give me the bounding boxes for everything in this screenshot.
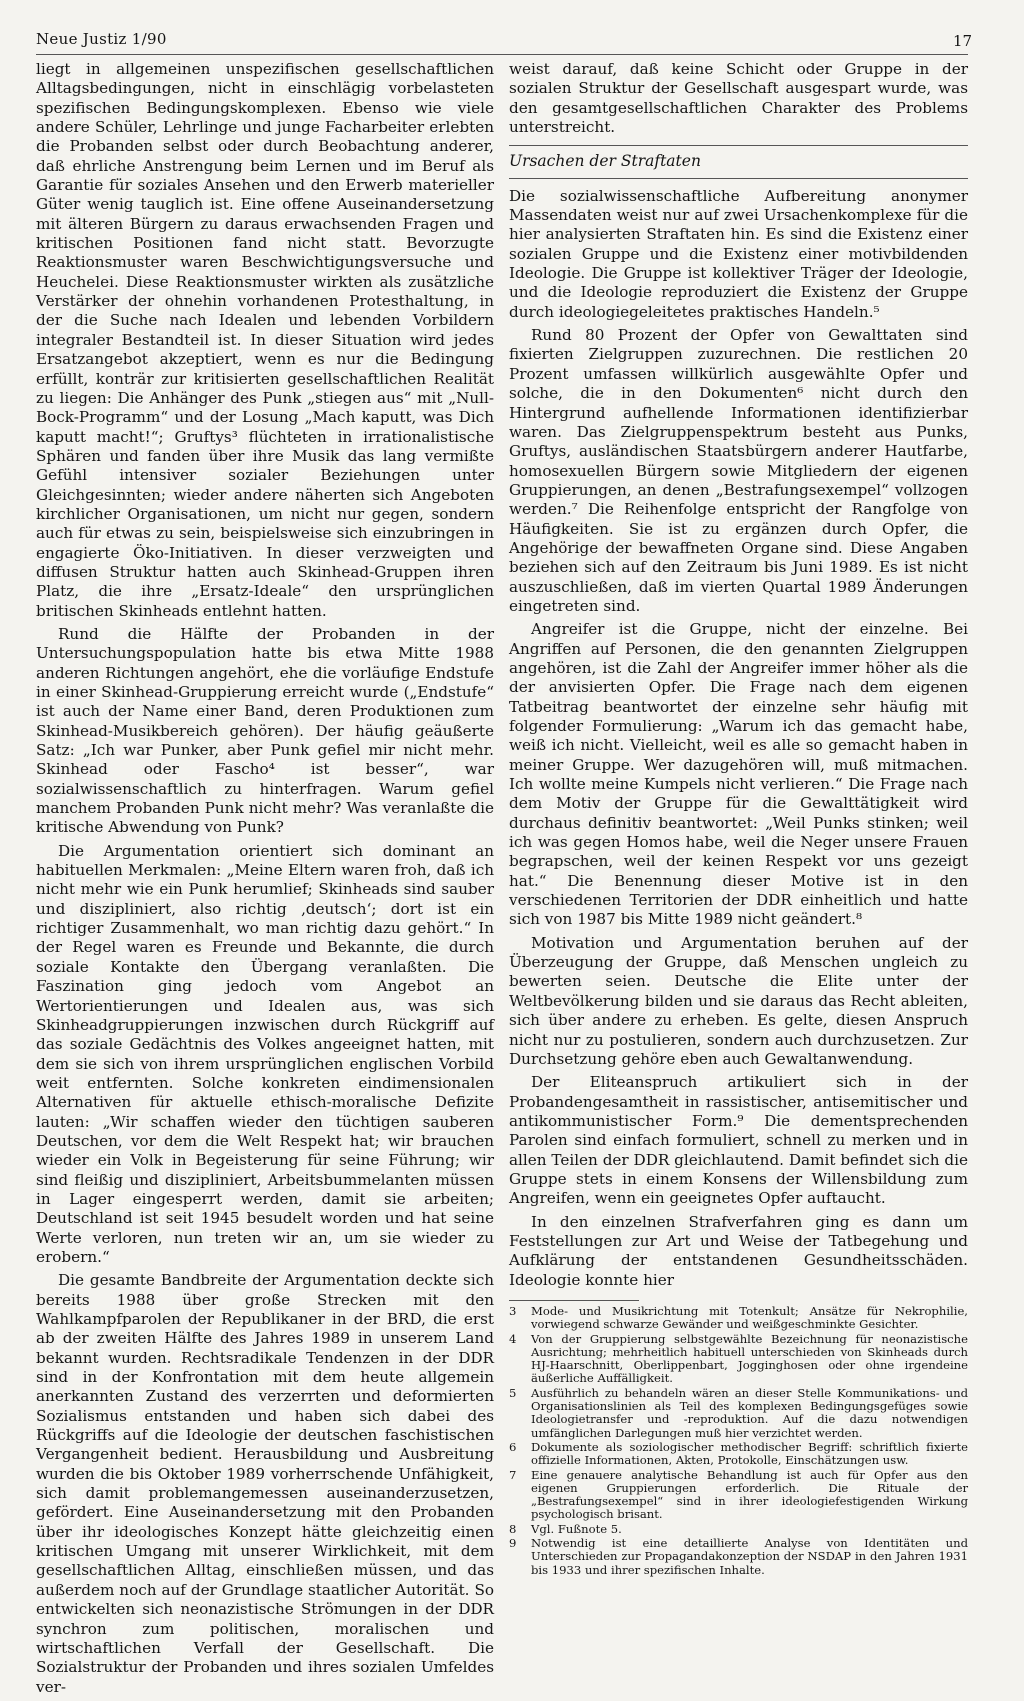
footnote-text: Notwendig ist eine detaillierte Analyse von Identitäten und Unterschieden zur Propagandakonzeption der NSDAP in den Jahren 1931 bis 1933 und ihrer spezifischen Inhalte.	[531, 1536, 968, 1577]
body-paragraph: Rund 80 Prozent der Opfer von Gewalttaten sind fixierten Zielgruppen zuzurechnen. Die restlichen 20 Prozent umfassen willkürlich ausgewählte Opfer und solche, die in den Dokumenten⁶ nicht durch den Hintergrund aufhellende Informationen identifizierbar waren. Das Zielgruppenspektrum besteht aus Punks, Gruftys, ausländischen Staatsbürgern anderer Hautfarbe, homosexuellen Bürgern sowie Mitgliedern der eigenen Gruppierungen, an denen „Bestrafungsexempel“ vollzogen werden.⁷ Die Reihenfolge entspricht der Rangfolge von Häufigkeiten. Sie ist zu ergänzen durch Opfer, die Angehörige der bewaffneten Organe sind. Diese Angaben beziehen sich auf den Zeitraum bis Juni 1989. Es ist nicht auszuschließen, daß im vierten Quartal 1989 Änderungen eingetreten sind.	[509, 326, 968, 615]
footnote-number: 3	[509, 1303, 517, 1318]
footnote-text: Mode- und Musikrichtung mit Totenkult; Ansätze für Nekrophilie, vorwiegend schwarze Gewänder und weißgeschminkte Gesichter.	[531, 1303, 968, 1332]
body-paragraph: Motivation und Argumentation beruhen auf der Überzeugung der Gruppe, daß Menschen ungleich zu bewerten seien. Deutsche die Elite unter der Weltbevölkerung bilden und sie daraus das Recht ableiten, sich über andere zu erheben. Es gelte, diesen Anspruch nicht nur zu postulieren, sondern auch durchzusetzen. Zur Durchsetzung gehöre eben auch Gewaltanwendung.	[509, 933, 968, 1068]
body-paragraph: Rund die Hälfte der Probanden in der Untersuchungspopulation hatte bis etwa Mitte 1988 anderen Richtungen angehört, ehe die vorläufige Endstufe in einer Skinhead-Gruppierung erreicht wurde („Endstufe“ ist auch der Name einer Band, deren Produktionen zum Skinhead-Musikbereich gehören). Der häufig geäußerte Satz: „Ich war Punker, aber Punk gefiel mir nicht mehr. Skinhead oder Fascho⁴ ist besser“, war sozialwissenschaftlich zu hinterfragen. Warum gefiel manchem Probanden Punk nicht mehr? Was veranlaßte die kritische Abwendung von Punk?	[36, 624, 494, 837]
page-number: 17	[953, 32, 973, 50]
footnote-number: 4	[509, 1331, 517, 1346]
footnote	[509, 1387, 968, 1440]
footnotes	[509, 1305, 968, 1577]
footnote-text: Eine genauere analytische Behandlung ist auch für Opfer aus den eigenen Gruppierungen erforderlich. Die Rituale der „Bestrafungsexempel“ sind in ihrer ideologiefestigenden Wirkung psychologisch brisant.	[531, 1467, 968, 1522]
footnote-text: Von der Gruppierung selbstgewählte Bezeichnung für neonazistische Ausrichtung; mehrheitlich habituell unterschieden von Skinheads durch HJ-Haarschnitt, Oberlippenbart, Jogginghosen oder ohne irgendeine äußerliche Auffälligkeit.	[531, 1331, 968, 1386]
footnote	[509, 1333, 968, 1386]
footnote-number: 6	[509, 1439, 517, 1454]
footnote-text: Vgl. Fußnote 5.	[531, 1521, 622, 1536]
body-paragraph: Angreifer ist die Gruppe, nicht der einzelne. Bei Angriffen auf Personen, die den genannten Zielgruppen angehören, ist die Zahl der Angreifer immer höher als die der anvisierten Opfer. Die Frage nach dem eigenen Tatbeitrag beantwortet der einzelne sehr häufig mit folgender Formulierung: „Warum ich das gemacht habe, weiß ich nicht. Vielleicht, weil es alle so gemacht haben in meiner Gruppe. Wer dazugehören will, muß mitmachen. Ich wollte meine Kumpels nicht verlieren.“ Die Frage nach dem Motiv der Gruppe für die Gewalttätigkeit wird durchaus definitiv beantwortet: „Weil Punks stinken; weil ich was gegen Homos habe, weil die Neger unsere Frauen begrapschen, weil der keinen Respekt vor uns gezeigt hat.“ Die Benennung dieser Motive ist in den verschiedenen Territorien der DDR einheitlich und hatte sich von 1987 bis Mitte 1989 nicht geändert.⁸	[509, 620, 968, 929]
footnote	[509, 1469, 968, 1522]
body-paragraph: weist darauf, daß keine Schicht oder Gruppe in der sozialen Struktur der Gesellschaft ausgespart wurde, was den gesamtgesellschaftlichen Charakter des Problems unterstreicht.	[509, 60, 968, 137]
body-paragraph: liegt in allgemeinen unspezifischen gesellschaftlichen Alltagsbedingungen, nicht in einschlägig vorbelasteten spezifischen Bedingungskomplexen. Ebenso wie viele andere Schüler, Lehrlinge und junge Facharbeiter erlebten die Probanden selbst oder durch Beobachtung anderer, daß ehrliche Anstrengung beim Lernen und im Beruf als Garantie für soziales Ansehen und den Erwerb materieller Güter wenig tauglich ist. Eine offene Auseinandersetzung mit älteren Bürgern zu daraus erwachsenden Fragen und kritischen Positionen fand nicht statt. Bevorzugte Reaktionsmuster waren Beschwichtigungsversuche und Heuchelei. Diese Reaktionsmuster wirkten als zusätzliche Verstärker der ohnehin vorhandenen Protesthaltung, in der die Suche nach Idealen und lebenden Vorbildern integraler Bestandteil ist. In dieser Situation wird jedes Ersatzangebot akzeptiert, wenn es nur die Bedingung erfüllt, konträr zur kritisierten gesellschaftlichen Realität zu liegen: Die Anhänger des Punk „stiegen aus“ mit „Null-Bock-Programm“ und der Losung „Mach kaputt, was Dich kaputt macht!“; Gruftys³ flüchteten in irrationalistische Sphären und fanden über ihre Musik das lang vermißte Gefühl intensiver sozialer Beziehungen unter Gleichgesinnten; wieder andere näherten sich Angeboten kirchlicher Organisationen, um nicht nur gegen, sondern auch für etwas zu sein, beispielsweise sich einzubringen in engagierte Öko-Initiativen. In dieser verzweigten und diffusen Struktur hatten auch Skinhead-Gruppen ihren Platz, die ihre „Ersatz-Ideale“ den ursprünglichen britischen Skinheads entlehnt hatten.	[36, 60, 494, 620]
body-paragraph: Die gesamte Bandbreite der Argumentation deckte sich bereits 1988 über große Strecken mit den Wahlkampfparolen der Republikaner in der BRD, die erst ab der zweiten Hälfte des Jahres 1989 in unserem Land bekannt wurden. Rechtsradikale Tendenzen in der DDR sind in der Konfrontation mit dem heute allgemein anerkannten Zustand des verzerrten und deformierten Sozialismus entstanden und haben sich dabei des Rückgriffs auf die Ideologie der deutschen faschistischen Vergangenheit bedient. Herausbildung und Ausbreitung wurden die bis Oktober 1989 vorherrschende Unfähigkeit, sich damit problemangemessen auseinanderzusetzen, gefördert. Eine Auseinandersetzung mit den Probanden über ihr ideologisches Konzept hätte gleichzeitig einen kritischen Umgang mit unserer Wirklichkeit, mit dem gesellschaftlichen Alltag, einschließen müssen, und das außerdem noch auf der Grundlage staatlicher Autorität. So entwickelten sich neonazistische Strömungen in der DDR synchron zum politischen, moralischen und wirtschaftlichen Verfall der Gesellschaft. Die Sozialstruktur der Probanden und ihres sozialen Umfeldes ver-	[36, 1271, 494, 1696]
body-paragraph: Der Eliteanspruch artikuliert sich in der Probandengesamtheit in rassistischer, antisemitischer und antikommunistischer Form.⁹ Die dementsprechenden Parolen sind einfach formuliert, schnell zu merken und in allen Teilen der DDR gleichlautend. Damit befindet sich die Gruppe stets in einem Konsens der Willensbildung zum Angreifen, wenn ein geeignetes Opfer auftaucht.	[509, 1073, 968, 1208]
footnote-text: Ausführlich zu behandeln wären an dieser Stelle Kommunikations- und Organisationslinien als Teil des komplexen Bedingungsgefüges sowie Ideologietransfer und -reproduktion. Auf die dazu notwendigen umfänglichen Darlegungen muß hier verzichtet werden.	[531, 1385, 968, 1440]
header-divider	[36, 54, 968, 55]
footnote	[509, 1305, 968, 1332]
body-paragraph: Die Argumentation orientiert sich dominant an habituellen Merkmalen: „Meine Eltern waren froh, daß ich nicht mehr wie ein Punk herumlief; Skinheads sind sauber und diszipliniert, also richtig ‚deutsch‘; dort ist ein richtiger Zusammenhalt, wo man richtig dazu gehört.“ In der Regel waren es Freunde und Bekannte, die durch soziale Kontakte den Übergang veranlaßten. Die Faszination ging jedoch vom Angebot an Wertorientierungen und Idealen aus, was sich Skinheadgruppierungen inzwischen durch Rückgriff auf das soziale Gedächtnis des Volkes angeeignet hatten, mit dem sie sich von ihrem ursprünglichen englischen Vorbild weit entfernten. Solche konkreten eindimensionalen Alternativen für aktuelle ethisch-moralische Defizite lauten: „Wir schaffen wieder den tüchtigen sauberen Deutschen, vor dem die Welt Respekt hat; wir brauchen wieder ein Volk in Begeisterung für seine Führung; wir sind fleißig und diszipliniert, Arbeitsbummelanten müssen in Lager eingesperrt werden, damit sie arbeiten; Deutschland ist seit 1945 besudelt worden und hat seine Werte verloren, nun treten wir an, um sie wieder zu erobern.“	[36, 841, 494, 1266]
journal-header: Neue Justiz 1/90	[36, 30, 167, 48]
body-paragraph: In den einzelnen Strafverfahren ging es dann um Feststellungen zur Art und Weise der Tatbegehung und Aufklärung der entstandenen Gesundheitsschäden. Ideologie konnte hier	[509, 1212, 968, 1289]
left-column	[36, 60, 494, 1701]
footnote-text: Dokumente als soziologischer methodischer Begriff: schriftlich fixierte offizielle Informationen, Akten, Protokolle, Einschätzungen usw.	[531, 1439, 968, 1468]
footnote-divider	[509, 1300, 639, 1301]
footnote-number: 7	[509, 1467, 517, 1482]
footnote	[509, 1537, 968, 1577]
right-column	[509, 60, 968, 1578]
footnote	[509, 1523, 968, 1536]
footnote	[509, 1441, 968, 1468]
body-paragraph: Die sozialwissenschaftliche Aufbereitung anonymer Massendaten weist nur auf zwei Ursachenkomplexe für die hier analysierten Straftaten hin. Es sind die Existenz einer sozialen Gruppe und die Existenz einer motivbildenden Ideologie. Die Gruppe ist kollektiver Träger der Ideologie, und die Ideologie reproduziert die Existenz der Gruppe durch ideologiegeleitetes praktisches Handeln.⁵	[509, 186, 968, 321]
footnote-number: 5	[509, 1385, 517, 1400]
footnote-number: 9	[509, 1536, 517, 1551]
section-heading: Ursachen der Straftaten	[509, 145, 968, 178]
footnote-number: 8	[509, 1521, 517, 1536]
